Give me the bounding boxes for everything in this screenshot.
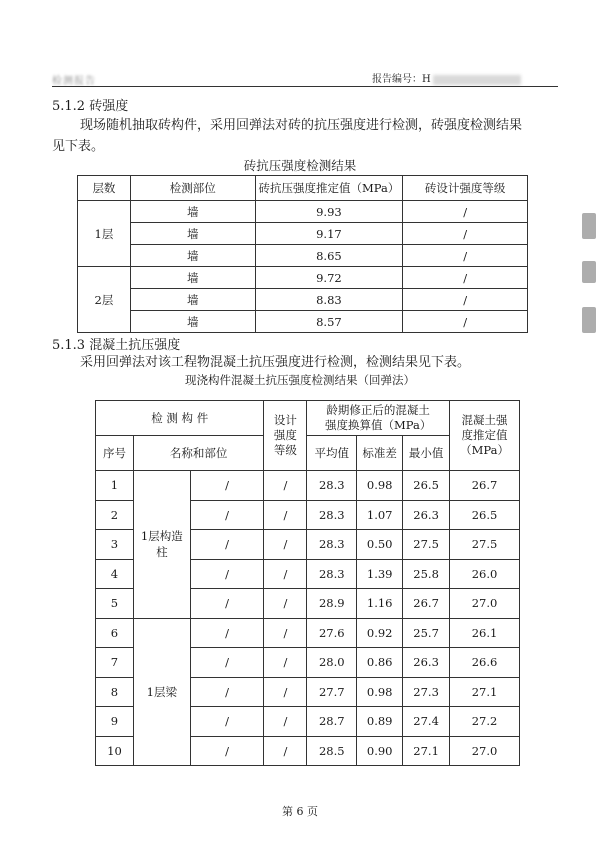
col-header-location: 检测部位 bbox=[130, 176, 255, 201]
grade-cell: / bbox=[264, 589, 307, 619]
table-row bbox=[78, 223, 528, 245]
std-cell: 0.92 bbox=[357, 618, 403, 648]
min-cell: 25.7 bbox=[403, 618, 450, 648]
std-cell: 0.89 bbox=[357, 707, 403, 737]
std-cell: 1.16 bbox=[357, 589, 403, 619]
seq-cell: 6 bbox=[96, 618, 134, 648]
std-header: 标准差 bbox=[357, 436, 403, 471]
min-cell: 27.5 bbox=[403, 530, 450, 560]
design-grade-line3: 等级 bbox=[273, 443, 297, 457]
strength-cell: 8.83 bbox=[255, 289, 403, 311]
std-cell: 0.98 bbox=[357, 677, 403, 707]
seq-cell: 2 bbox=[96, 500, 134, 530]
grade-cell: / bbox=[264, 500, 307, 530]
grade-cell: / bbox=[264, 618, 307, 648]
binding-seal-marks bbox=[576, 205, 600, 335]
concrete-table-title: 现浇构件混凝土抗压强度检测结果（回弹法） bbox=[185, 373, 415, 387]
mean-cell: 28.0 bbox=[307, 648, 357, 678]
corrected-strength-header bbox=[307, 401, 450, 436]
seq-cell: 5 bbox=[96, 589, 134, 619]
member-name-cell bbox=[133, 618, 190, 766]
section-512-heading: 5.1.2 砖强度 bbox=[52, 99, 129, 114]
estimate-cell: 26.6 bbox=[450, 648, 520, 678]
mean-cell: 28.9 bbox=[307, 589, 357, 619]
min-cell: 25.8 bbox=[403, 559, 450, 589]
std-cell: 0.90 bbox=[357, 736, 403, 766]
location-cell: 墙 bbox=[130, 223, 255, 245]
part-cell: / bbox=[190, 500, 264, 530]
part-cell: / bbox=[190, 677, 264, 707]
location-cell: 墙 bbox=[130, 201, 255, 223]
std-cell: 1.39 bbox=[357, 559, 403, 589]
floor-cell: 2层 bbox=[78, 267, 131, 333]
min-cell: 26.5 bbox=[403, 471, 450, 501]
member-name-line1: 1层梁 bbox=[146, 684, 177, 699]
mean-cell: 27.7 bbox=[307, 677, 357, 707]
location-cell: 墙 bbox=[130, 289, 255, 311]
design-grade-header bbox=[264, 401, 307, 471]
estimate-cell: 26.7 bbox=[450, 471, 520, 501]
min-header: 最小值 bbox=[403, 436, 450, 471]
std-cell: 0.50 bbox=[357, 530, 403, 560]
floor-cell: 1层 bbox=[78, 201, 131, 267]
part-cell: / bbox=[190, 707, 264, 737]
section-512-paragraph-line2: 见下表。 bbox=[52, 139, 105, 154]
brick-strength-table bbox=[77, 175, 528, 333]
concrete-strength-table bbox=[95, 400, 520, 766]
seal-mark bbox=[582, 307, 596, 333]
mean-cell: 28.7 bbox=[307, 707, 357, 737]
grade-cell: / bbox=[264, 707, 307, 737]
header-divider bbox=[52, 86, 558, 87]
strength-cell: 9.17 bbox=[255, 223, 403, 245]
min-cell: 27.1 bbox=[403, 736, 450, 766]
part-cell: / bbox=[190, 648, 264, 678]
col-header-strength: 砖抗压强度推定值（MPa） bbox=[255, 176, 403, 201]
min-cell: 26.3 bbox=[403, 500, 450, 530]
mean-cell: 28.3 bbox=[307, 530, 357, 560]
grade-cell: / bbox=[403, 311, 528, 333]
redacted-report-number bbox=[433, 75, 521, 85]
brick-table-header-row bbox=[78, 176, 528, 201]
design-grade-line1: 设计 bbox=[273, 413, 297, 427]
seq-cell: 4 bbox=[96, 559, 134, 589]
estimated-strength-header bbox=[450, 401, 520, 471]
table-row bbox=[78, 201, 528, 223]
part-cell: / bbox=[190, 589, 264, 619]
estimated-line2: 度推定值 bbox=[461, 428, 508, 442]
grade-cell: / bbox=[403, 201, 528, 223]
table-row bbox=[78, 311, 528, 333]
seq-cell: 10 bbox=[96, 736, 134, 766]
std-cell: 1.07 bbox=[357, 500, 403, 530]
part-cell: / bbox=[190, 471, 264, 501]
report-number bbox=[372, 70, 521, 85]
grade-cell: / bbox=[403, 267, 528, 289]
grade-cell: / bbox=[264, 736, 307, 766]
min-cell: 26.7 bbox=[403, 589, 450, 619]
grade-cell: / bbox=[264, 530, 307, 560]
table-row bbox=[78, 267, 528, 289]
location-cell: 墙 bbox=[130, 245, 255, 267]
estimate-cell: 27.0 bbox=[450, 736, 520, 766]
estimated-line1: 混凝土强 bbox=[461, 413, 508, 427]
member-header: 检 测 构 件 bbox=[96, 401, 264, 436]
section-513-heading: 5.1.3 混凝土抗压强度 bbox=[52, 338, 181, 353]
grade-cell: / bbox=[264, 471, 307, 501]
seal-mark bbox=[582, 213, 596, 239]
strength-cell: 8.57 bbox=[255, 311, 403, 333]
grade-cell: / bbox=[403, 245, 528, 267]
part-cell: / bbox=[190, 736, 264, 766]
location-cell: 墙 bbox=[130, 311, 255, 333]
corrected-line1: 龄期修正后的混凝土 bbox=[326, 403, 430, 417]
table-row bbox=[96, 618, 520, 648]
std-cell: 0.98 bbox=[357, 471, 403, 501]
mean-cell: 28.3 bbox=[307, 471, 357, 501]
member-name-cell bbox=[133, 471, 190, 619]
grade-cell: / bbox=[264, 559, 307, 589]
section-512-paragraph-line1: 现场随机抽取砖构件，采用回弹法对砖的抗压强度进行检测，砖强度检测结果 bbox=[80, 118, 523, 133]
strength-cell: 9.93 bbox=[255, 201, 403, 223]
part-cell: / bbox=[190, 618, 264, 648]
estimate-cell: 26.5 bbox=[450, 500, 520, 530]
part-cell: / bbox=[190, 530, 264, 560]
col-header-design-grade: 砖设计强度等级 bbox=[403, 176, 528, 201]
estimate-cell: 27.2 bbox=[450, 707, 520, 737]
estimated-line3: （MPa） bbox=[460, 443, 509, 457]
min-cell: 26.3 bbox=[403, 648, 450, 678]
seq-cell: 8 bbox=[96, 677, 134, 707]
estimate-cell: 26.0 bbox=[450, 559, 520, 589]
estimate-cell: 26.1 bbox=[450, 618, 520, 648]
mean-header: 平均值 bbox=[307, 436, 357, 471]
seal-mark bbox=[582, 261, 596, 283]
grade-cell: / bbox=[264, 648, 307, 678]
min-cell: 27.3 bbox=[403, 677, 450, 707]
strength-cell: 9.72 bbox=[255, 267, 403, 289]
estimate-cell: 27.0 bbox=[450, 589, 520, 619]
mean-cell: 28.3 bbox=[307, 500, 357, 530]
min-cell: 27.4 bbox=[403, 707, 450, 737]
seq-cell: 3 bbox=[96, 530, 134, 560]
member-name-line2: 柱 bbox=[156, 545, 168, 560]
page-number: 第 6 页 bbox=[282, 805, 318, 818]
concrete-header-row-1 bbox=[96, 401, 520, 436]
location-cell: 墙 bbox=[130, 267, 255, 289]
brick-table-title: 砖抗压强度检测结果 bbox=[243, 158, 357, 173]
section-513-paragraph: 采用回弹法对该工程物混凝土抗压强度进行检测，检测结果见下表。 bbox=[80, 355, 471, 370]
header-left-text: 检测报告 bbox=[52, 76, 96, 87]
seq-cell: 7 bbox=[96, 648, 134, 678]
strength-cell: 8.65 bbox=[255, 245, 403, 267]
seq-header: 序号 bbox=[96, 436, 134, 471]
mean-cell: 28.3 bbox=[307, 559, 357, 589]
mean-cell: 28.5 bbox=[307, 736, 357, 766]
corrected-line2: 强度换算值（MPa） bbox=[325, 418, 432, 432]
mean-cell: 27.6 bbox=[307, 618, 357, 648]
table-row bbox=[78, 289, 528, 311]
seq-cell: 9 bbox=[96, 707, 134, 737]
estimate-cell: 27.1 bbox=[450, 677, 520, 707]
part-cell: / bbox=[190, 559, 264, 589]
grade-cell: / bbox=[403, 223, 528, 245]
grade-cell: / bbox=[264, 677, 307, 707]
std-cell: 0.86 bbox=[357, 648, 403, 678]
table-row bbox=[96, 471, 520, 501]
member-name-line1: 1层构造 bbox=[140, 529, 183, 544]
col-header-floor: 层数 bbox=[78, 176, 131, 201]
grade-cell: / bbox=[403, 289, 528, 311]
estimate-cell: 27.5 bbox=[450, 530, 520, 560]
seq-cell: 1 bbox=[96, 471, 134, 501]
design-grade-line2: 强度 bbox=[273, 428, 297, 442]
name-part-header: 名称和部位 bbox=[133, 436, 264, 471]
report-number-label: 报告编号：H bbox=[372, 74, 431, 85]
table-row bbox=[78, 245, 528, 267]
